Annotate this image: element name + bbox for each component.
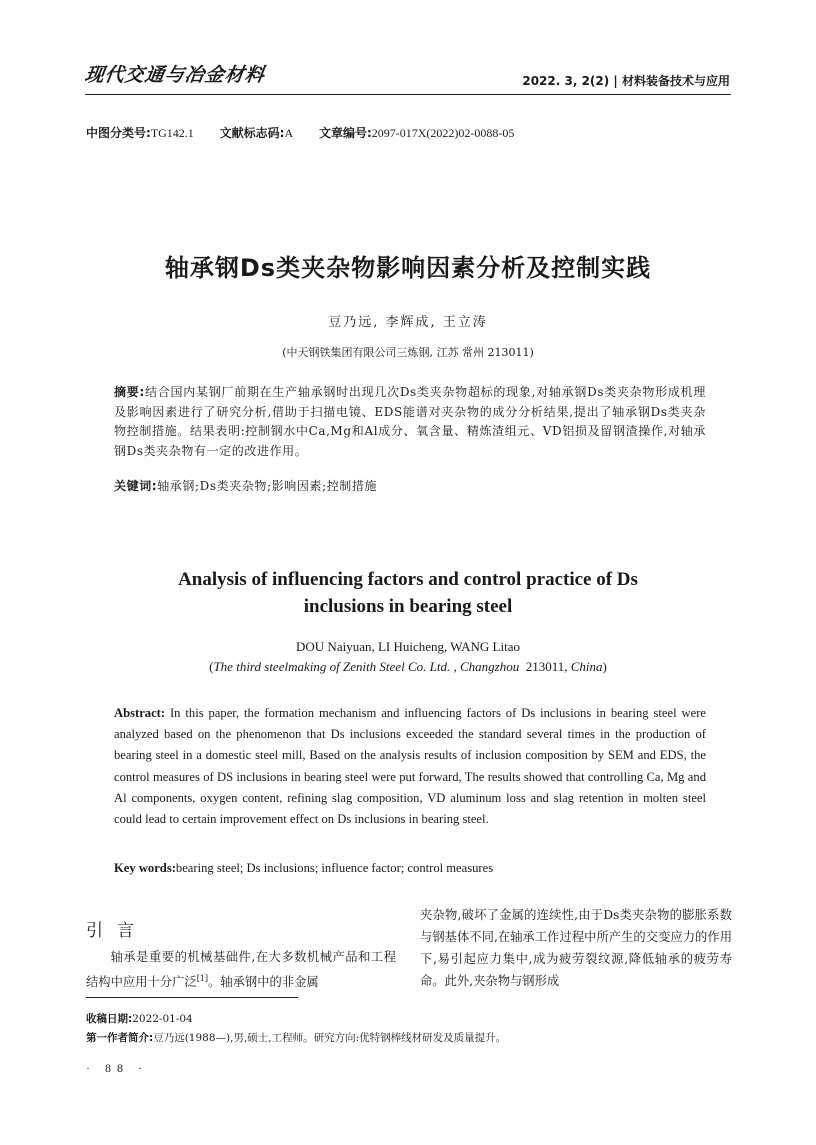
clc-value: TG142.1 xyxy=(150,126,194,140)
authors-chinese: 豆乃远, 李辉成, 王立涛 xyxy=(328,315,488,330)
page-number: · 88 · xyxy=(86,1061,148,1075)
affiliation-english xyxy=(0,659,816,675)
abstract-cn-label: 摘要: xyxy=(114,385,145,399)
affil-en-open: ( xyxy=(209,659,214,674)
abstract-english xyxy=(114,703,706,830)
intro-paragraph xyxy=(86,946,396,993)
doc-code-value: A xyxy=(284,126,294,140)
article-no-value: 2097-017X(2022)02-0088-05 xyxy=(371,126,515,140)
clc-number xyxy=(86,126,194,140)
affil-en-close: ) xyxy=(602,659,607,674)
header-rule xyxy=(85,94,731,95)
title-en-line2: inclusions in bearing steel xyxy=(303,596,513,617)
affil-en-country: China xyxy=(570,659,603,674)
journal-logo: 现代交通与冶金材料 xyxy=(83,64,267,86)
affiliation-chinese: (中天钢铁集团有限公司三炼钢, 江苏 常州 213011) xyxy=(282,346,534,359)
intro-paragraph-continued: 夹杂物,破坏了金属的连续性,由于Ds类夹杂物的膨胀系数与钢基体不同,在轴承工作过程中所产生的交变应力的作用下,易引起应力集中,成为疲劳裂纹源,降低轴承的疲劳寿命。此外,夹杂物与钢形成 xyxy=(420,908,732,988)
keywords-chinese xyxy=(114,477,377,494)
keywords-cn-text: 轴承钢;Ds类夹杂物;影响因素;控制措施 xyxy=(157,479,378,493)
doc-code xyxy=(220,126,293,140)
affil-en-org: The third steelmaking of Zenith Steel Co. Ltd. , Changzhou xyxy=(213,659,520,674)
authors-english: DOU Naiyuan, LI Huicheng, WANG Litao xyxy=(296,639,520,654)
body-column-right xyxy=(420,904,732,992)
article-number xyxy=(319,126,514,140)
keywords-cn-label: 关键词: xyxy=(114,479,158,493)
intro-text-b: 。轴承钢中的非金属 xyxy=(208,975,319,990)
author-bio-value: 豆乃远(1988—),男,硕士,工程师。研究方向:优特钢棒线材研发及质量提升。 xyxy=(153,1032,507,1044)
doc-code-label: 文献标志码: xyxy=(219,126,285,140)
abstract-chinese xyxy=(114,383,706,461)
abstract-cn-text: 结合国内某钢厂前期在生产轴承钢时出现几次Ds类夹杂物超标的现象,对轴承钢Ds类夹杂物形成机理及影响因素进行了研究分析,借助于扫描电镜、EDS能谱对夹杂物的成分分析结果,提出了轴承钢Ds类夹杂物控制措施。结果表明:控制钢水中Ca,Mg和Al成分、氧含量、精炼渣组元、VD铝损及留钢渣操作,对轴承钢Ds类夹杂物有一定的改进作用。 xyxy=(114,385,706,458)
intro-text-a: 轴承是重要的机械基础件,在大多数机械产品和工程结构中应用十分广泛 xyxy=(86,950,396,990)
author-bio-label: 第一作者简介: xyxy=(86,1032,154,1044)
title-chinese: 轴承钢Ds类夹杂物影响因素分析及控制实践 xyxy=(164,254,652,282)
keywords-en-label: Key words: xyxy=(114,861,176,875)
footnote-received-date xyxy=(86,1011,193,1026)
abstract-en-text: In this paper, the formation mechanism and influencing factors of Ds inclusions in bearing steel were analyzed based on the phenomenon that Ds inclusions exceeded the standard several times in the production of bearing steel in a domestic steel mill, Based on the analysis results of inclusion composition by SEM and EDS, the control measures of DS inclusions in bearing steel were put forward, The results showed that controlling Ca, Mg and Al components, oxygen content, refining slag composition, VD aluminum loss and slag retention in molten steel could lead to certain improvement effect on Ds inclusions in bearing steel. xyxy=(114,706,706,827)
keywords-english xyxy=(114,861,493,876)
issue-info: 2022. 3, 2(2) | 材料装备技术与应用 xyxy=(522,74,730,88)
section-heading-intro: 引言 xyxy=(86,921,148,941)
affil-en-code: 213011, xyxy=(525,659,568,674)
footnote-author-bio xyxy=(86,1030,506,1045)
keywords-en-text: bearing steel; Ds inclusions; influence factor; control measures xyxy=(175,861,494,875)
body-column-left xyxy=(86,946,396,993)
footnote-rule xyxy=(86,997,298,998)
received-value: 2022-01-04 xyxy=(132,1013,193,1025)
received-label: 收稿日期: xyxy=(86,1013,133,1025)
abstract-en-label: Abstract: xyxy=(114,706,166,720)
classification-line xyxy=(86,124,536,141)
clc-label: 中图分类号: xyxy=(86,126,151,140)
reference-mark[interactable]: [1] xyxy=(196,974,209,983)
title-english xyxy=(0,566,816,620)
article-no-label: 文章编号: xyxy=(318,126,372,140)
title-en-line1: Analysis of influencing factors and control practice of Ds xyxy=(178,569,638,590)
